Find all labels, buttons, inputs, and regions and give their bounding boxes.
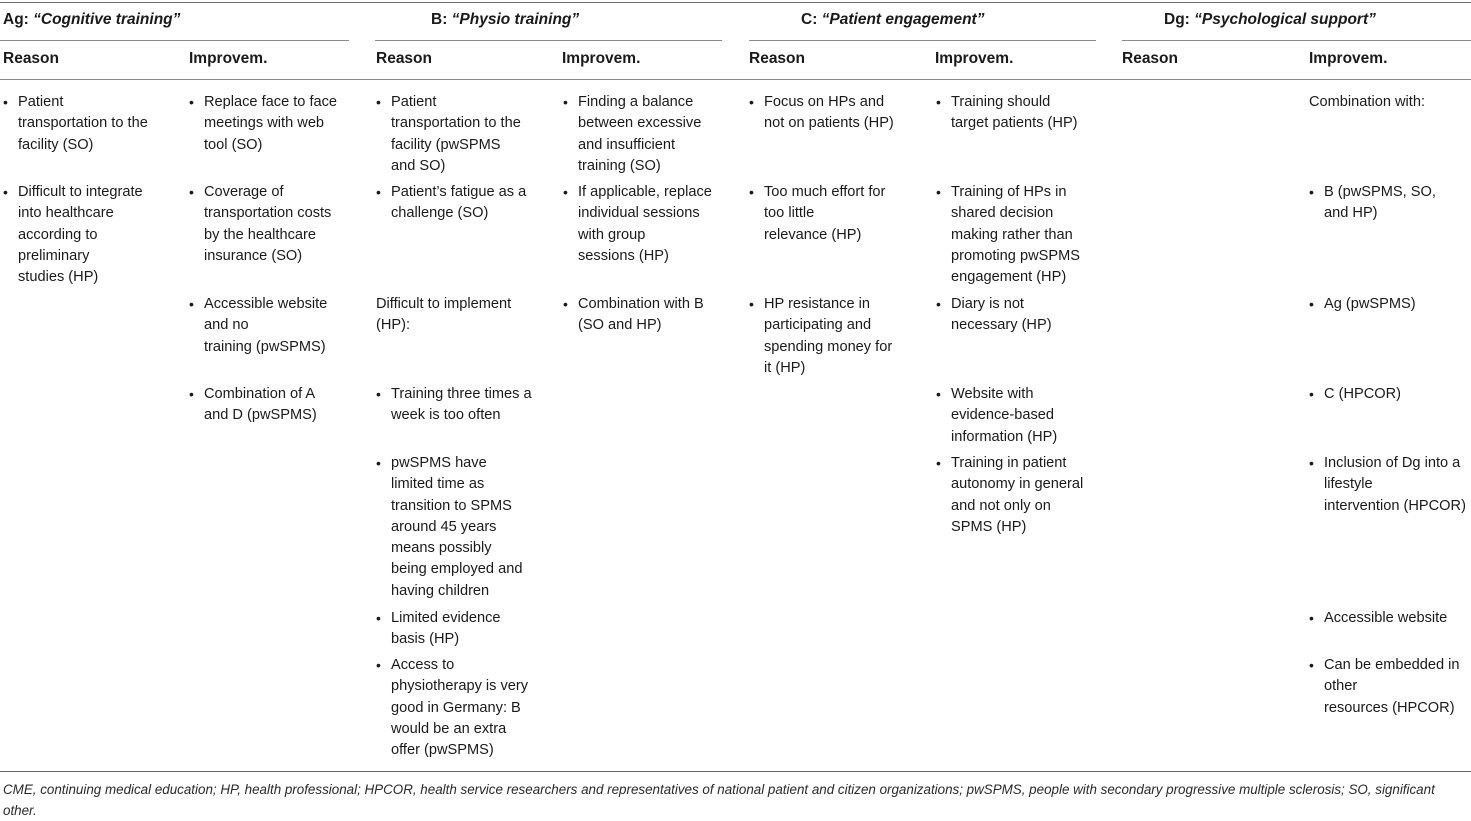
subheader-improvement-ag: Improvem. bbox=[189, 50, 268, 67]
cell-line: promoting pwSPMS bbox=[951, 247, 1080, 264]
cell-line: basis (HP) bbox=[391, 631, 460, 648]
cell-line: lifestyle bbox=[1324, 476, 1373, 493]
cell-line: participating and bbox=[764, 317, 872, 334]
cell-line: sessions (HP) bbox=[578, 247, 669, 264]
cell-line: tool (SO) bbox=[204, 136, 263, 153]
cell-line: making rather than bbox=[951, 226, 1073, 243]
cell-line: preliminary bbox=[18, 247, 90, 264]
subheader-improvement-dg: Improvem. bbox=[1309, 50, 1388, 67]
cell-line: • pwSPMS have bbox=[391, 455, 487, 471]
cell-b-reason-5 bbox=[376, 453, 522, 602]
cell-line: training (pwSPMS) bbox=[204, 338, 326, 355]
cell-line: • HP resistance in bbox=[764, 296, 870, 312]
cell-c-improv-1 bbox=[936, 92, 1078, 135]
cell-line: resources (HPCOR) bbox=[1324, 699, 1455, 716]
cell-line: facility (pwSPMS bbox=[391, 136, 501, 153]
cell-line: • C (HPCOR) bbox=[1324, 386, 1402, 402]
cell-line: and HP) bbox=[1324, 205, 1378, 222]
cell-c-reason-2 bbox=[749, 182, 885, 246]
cell-b-reason-6 bbox=[376, 608, 501, 651]
cell-line: • Combination with B bbox=[578, 296, 704, 312]
cell-b-reason-1 bbox=[376, 92, 521, 177]
cell-dg-improv-1 bbox=[1309, 92, 1425, 113]
cell-ag-reason-1 bbox=[3, 92, 148, 156]
cell-dg-improv-6 bbox=[1309, 608, 1447, 629]
cell-b-improv-2 bbox=[563, 182, 712, 267]
cell-line: • Training should bbox=[951, 94, 1051, 110]
cell-line: by the healthcare bbox=[204, 226, 316, 243]
cell-line: Combination with: bbox=[1309, 94, 1425, 110]
cell-line: having children bbox=[391, 582, 490, 599]
cell-line: being employed and bbox=[391, 561, 523, 578]
cell-line: and no bbox=[204, 317, 249, 334]
cell-line: studies (HP) bbox=[18, 269, 99, 286]
cell-line: meetings with web bbox=[204, 115, 325, 132]
cell-line: • Website with bbox=[951, 386, 1034, 402]
cell-line: it (HP) bbox=[764, 359, 806, 376]
cell-line: necessary (HP) bbox=[951, 317, 1052, 334]
cell-line: and not only on bbox=[951, 497, 1051, 514]
cell-line: challenge (SO) bbox=[391, 205, 489, 222]
cell-c-improv-4 bbox=[936, 384, 1057, 448]
subheader-reason-b: Reason bbox=[376, 50, 432, 67]
group-header-ag: Ag: “Cognitive training” bbox=[3, 11, 181, 28]
cell-line: • Diary is not bbox=[951, 296, 1024, 312]
cell-line: • Patient bbox=[18, 94, 64, 110]
cell-b-reason-4 bbox=[376, 384, 532, 427]
cell-line: spending money for bbox=[764, 338, 893, 355]
cell-line: and D (pwSPMS) bbox=[204, 407, 317, 424]
group-header-b: B: “Physio training” bbox=[431, 11, 580, 28]
cell-line: and insufficient bbox=[578, 136, 676, 153]
cell-c-improv-2 bbox=[936, 182, 1080, 288]
cell-line: • Replace face to face bbox=[204, 94, 338, 110]
cell-line: • Patient’s fatigue as a bbox=[391, 184, 527, 200]
subheader-improvement-c: Improvem. bbox=[935, 50, 1014, 67]
cell-c-improv-5 bbox=[936, 453, 1083, 538]
subheader-reason-c: Reason bbox=[749, 50, 805, 67]
cell-dg-improv-4 bbox=[1309, 384, 1401, 405]
cell-line: engagement (HP) bbox=[951, 269, 1067, 286]
cell-b-reason-3 bbox=[376, 294, 511, 337]
cell-line: • Focus on HPs and bbox=[764, 94, 885, 110]
cell-line: evidence-based bbox=[951, 407, 1055, 424]
cell-dg-improv-2 bbox=[1309, 182, 1436, 225]
cell-line: • Difficult to integrate bbox=[18, 184, 143, 200]
cell-c-reason-3 bbox=[749, 294, 892, 379]
cell-dg-improv-5 bbox=[1309, 453, 1466, 517]
cell-line: target patients (HP) bbox=[951, 115, 1078, 132]
cell-line: between excessive bbox=[578, 115, 702, 132]
cell-line: • Training of HPs in bbox=[951, 184, 1067, 200]
subheader-rule bbox=[0, 79, 1471, 80]
cell-line: transition to SPMS bbox=[391, 497, 512, 514]
cell-line: (HP): bbox=[376, 317, 411, 334]
cell-line: facility (SO) bbox=[18, 136, 94, 153]
cell-line: • Coverage of bbox=[204, 184, 284, 200]
cell-line: • Training three times a bbox=[391, 386, 532, 402]
subheader-improvement-b: Improvem. bbox=[562, 50, 641, 67]
group-rule-ag bbox=[0, 40, 349, 41]
cell-line: Difficult to implement bbox=[376, 296, 512, 312]
cell-line: week is too often bbox=[391, 407, 501, 424]
cell-line: insurance (SO) bbox=[204, 247, 303, 264]
cell-line: intervention (HPCOR) bbox=[1324, 497, 1466, 514]
cell-ag-reason-2 bbox=[3, 182, 143, 288]
cell-ag-improv-1 bbox=[189, 92, 337, 156]
cell-line: • Limited evidence bbox=[391, 610, 501, 626]
cell-line: • Accessible website bbox=[1324, 610, 1448, 626]
cell-line: • Combination of A bbox=[204, 386, 316, 402]
cell-line: and SO) bbox=[391, 157, 446, 174]
cell-line: • Ag (pwSPMS) bbox=[1324, 296, 1416, 312]
cell-line: relevance (HP) bbox=[764, 226, 862, 243]
cell-b-improv-1 bbox=[563, 92, 701, 177]
cell-line: limited time as bbox=[391, 476, 485, 493]
cell-line: means possibly bbox=[391, 540, 492, 557]
group-rule-c bbox=[749, 40, 1096, 41]
cell-line: • Can be embedded in bbox=[1324, 657, 1460, 673]
cell-dg-improv-7 bbox=[1309, 655, 1460, 719]
cell-c-reason-1 bbox=[749, 92, 894, 135]
cell-line: • Finding a balance bbox=[578, 94, 694, 110]
cell-line: around 45 years bbox=[391, 518, 497, 535]
cell-line: individual sessions bbox=[578, 205, 700, 222]
group-rule-b bbox=[375, 40, 722, 41]
cell-line: • If applicable, replace bbox=[578, 184, 712, 200]
table-top-rule bbox=[0, 2, 1471, 3]
cell-ag-improv-4 bbox=[189, 384, 317, 427]
cell-dg-improv-3 bbox=[1309, 294, 1416, 315]
cell-line: • Too much effort for bbox=[764, 184, 886, 200]
cell-ag-improv-3 bbox=[189, 294, 327, 358]
group-header-dg: Dg: “Psychological support” bbox=[1164, 11, 1376, 28]
cell-line: transportation to the bbox=[18, 115, 148, 132]
subheader-reason-ag: Reason bbox=[3, 50, 59, 67]
cell-line: • Patient bbox=[391, 94, 437, 110]
cell-line: transportation costs bbox=[204, 205, 332, 222]
cell-b-reason-7 bbox=[376, 655, 528, 761]
cell-line: (SO and HP) bbox=[578, 317, 662, 334]
cell-line: • Accessible website bbox=[204, 296, 328, 312]
cell-line: too little bbox=[764, 205, 815, 222]
cell-c-improv-3 bbox=[936, 294, 1052, 337]
cell-ag-improv-2 bbox=[189, 182, 331, 267]
cell-line: into healthcare bbox=[18, 205, 114, 222]
cell-b-reason-2 bbox=[376, 182, 526, 225]
cell-line: other bbox=[1324, 678, 1358, 695]
cell-line: shared decision bbox=[951, 205, 1054, 222]
table-footnote: CME, continuing medical education; HP, health professional; HPCOR, health service researchers and representatives of national patient and citizen organizations; pwSPMS, people with secondary progressive multiple sclerosis; SO, significant other. bbox=[3, 782, 1435, 818]
cell-line: • Access to bbox=[391, 657, 455, 673]
subheader-reason-dg: Reason bbox=[1122, 50, 1178, 67]
cell-line: autonomy in general bbox=[951, 476, 1084, 493]
cell-line: transportation to the bbox=[391, 115, 521, 132]
table-bottom-rule bbox=[0, 771, 1471, 772]
cell-line: with group bbox=[578, 226, 646, 243]
cell-line: training (SO) bbox=[578, 157, 661, 174]
cell-line: • Training in patient bbox=[951, 455, 1067, 471]
cell-line: not on patients (HP) bbox=[764, 115, 894, 132]
cell-line: information (HP) bbox=[951, 428, 1058, 445]
cell-line: SPMS (HP) bbox=[951, 518, 1027, 535]
cell-line: good in Germany: B bbox=[391, 699, 521, 716]
cell-line: according to bbox=[18, 226, 98, 243]
cell-line: would be an extra bbox=[391, 720, 507, 737]
cell-b-improv-3 bbox=[563, 294, 704, 337]
cell-line: • Inclusion of Dg into a bbox=[1324, 455, 1461, 471]
group-rule-dg bbox=[1122, 40, 1471, 41]
cell-line: physiotherapy is very bbox=[391, 678, 529, 695]
cell-line: offer (pwSPMS) bbox=[391, 742, 494, 759]
group-header-c: C: “Patient engagement” bbox=[801, 11, 985, 28]
cell-line: • B (pwSPMS, SO, bbox=[1324, 184, 1436, 200]
